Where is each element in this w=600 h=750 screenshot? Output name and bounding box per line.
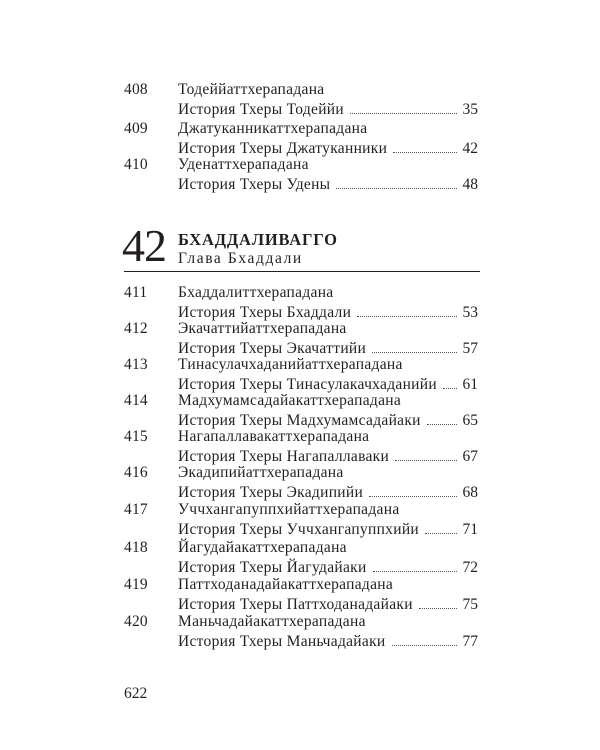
dot-leader: [427, 411, 457, 425]
entry-page-number: 53: [462, 304, 478, 321]
entry-pali-title: Уденаттхерападана: [178, 156, 309, 173]
entry-number: 420: [124, 613, 148, 630]
toc-entry: [0, 80, 600, 120]
entry-pali-title: Нагапаллавакаттхерападана: [178, 428, 370, 445]
toc-entry: [0, 391, 600, 431]
entry-pali-title: Джатуканникаттхерападана: [178, 120, 368, 137]
chapter-subtitle: Глава Бхаддали: [178, 250, 303, 267]
entry-page-number: 48: [462, 176, 478, 193]
entry-number: 409: [124, 120, 148, 137]
entry-page-number: 77: [462, 633, 478, 650]
page-number: 622: [124, 685, 148, 702]
dot-leader: [443, 375, 457, 389]
entry-number: 410: [124, 156, 148, 173]
toc-entry: [0, 538, 600, 578]
toc-entry: [0, 427, 600, 467]
dot-leader: [419, 595, 457, 609]
entry-number: 418: [124, 539, 148, 556]
entry-russian-title: История Тхеры Нагапаллаваки: [178, 448, 390, 465]
entry-pali-title: Йагудайакаттхерападана: [178, 539, 347, 556]
entry-number: 415: [124, 428, 148, 445]
entry-page-number: 72: [462, 559, 478, 576]
entry-pali-title: Бхаддалиттхерападана: [178, 284, 334, 301]
entry-pali-title: Тодеййаттхерападана: [178, 81, 325, 98]
entry-pali-title: Паттходанадайакаттхерападана: [178, 576, 394, 593]
entry-page-number: 42: [462, 140, 478, 157]
toc-entry: [0, 119, 600, 159]
dot-leader: [395, 447, 456, 461]
toc-entry: [0, 319, 600, 359]
dot-leader: [392, 632, 457, 646]
entry-pali-title: Мадхумамсадайакаттхерападана: [178, 392, 402, 409]
entry-pali-title: Тинасулачхаданийаттхерападана: [178, 356, 403, 373]
toc-entry: [0, 355, 600, 395]
toc-entry: [0, 155, 600, 195]
toc-entry: [0, 463, 600, 503]
entry-number: 411: [124, 284, 148, 301]
dot-leader: [393, 139, 456, 153]
entry-russian-title: История Тхеры Джатуканники: [178, 140, 388, 157]
chapter-title: БХАДДАЛИВАГГО: [178, 230, 338, 249]
dot-leader: [372, 339, 456, 353]
toc-entry: [0, 500, 600, 540]
entry-russian-title: История Тхеры Йагудайаки: [178, 559, 367, 576]
entry-russian-title: История Тхеры Маньчадайаки: [178, 633, 386, 650]
dot-leader: [336, 175, 456, 189]
chapter-heading: [122, 220, 480, 274]
entry-russian-title: История Тхеры Бхаддали: [178, 304, 352, 321]
entry-number: 417: [124, 501, 148, 518]
entry-page-number: 65: [462, 412, 478, 429]
entry-pali-title: Уччхангапуппхийаттхерападана: [178, 501, 400, 518]
entry-russian-title: История Тхеры Уччхангапуппхийи: [178, 521, 420, 538]
entry-number: 408: [124, 81, 148, 98]
entry-russian-title: История Тхеры Тинасулакачхаданийи: [178, 376, 437, 393]
entry-page-number: 71: [462, 521, 478, 538]
entry-number: 413: [124, 356, 148, 373]
entry-russian-title: История Тхеры Мадхумамсадайаки: [178, 412, 421, 429]
entry-page-number: 75: [462, 596, 478, 613]
dot-leader: [425, 520, 456, 534]
entry-page-number: 68: [462, 484, 478, 501]
entry-number: 414: [124, 392, 148, 409]
toc-entry: [0, 283, 600, 323]
chapter-number: 42: [122, 220, 166, 271]
entry-page-number: 35: [462, 101, 478, 118]
entry-page-number: 61: [462, 376, 478, 393]
chapter-divider: [124, 271, 480, 272]
entry-russian-title: История Тхеры Удены: [178, 176, 331, 193]
entry-page-number: 57: [462, 340, 478, 357]
toc-entry: [0, 612, 600, 652]
entry-pali-title: Экачаттийаттхерападана: [178, 320, 347, 337]
dot-leader: [369, 483, 456, 497]
dot-leader: [357, 303, 456, 317]
dot-leader: [350, 100, 457, 114]
entry-pali-title: Маньчадайакаттхерападана: [178, 613, 366, 630]
entry-page-number: 67: [462, 448, 478, 465]
dot-leader: [373, 558, 457, 572]
entry-number: 416: [124, 464, 148, 481]
entry-number: 412: [124, 320, 148, 337]
toc-entry: [0, 575, 600, 615]
entry-russian-title: История Тхеры Экачаттийи: [178, 340, 367, 357]
entry-russian-title: История Тхеры Экадипийи: [178, 484, 364, 501]
entry-number: 419: [124, 576, 148, 593]
entry-russian-title: История Тхеры Тодеййи: [178, 101, 344, 118]
entry-russian-title: История Тхеры Паттходанадайаки: [178, 596, 413, 613]
entry-pali-title: Экадипийаттхерападана: [178, 464, 344, 481]
